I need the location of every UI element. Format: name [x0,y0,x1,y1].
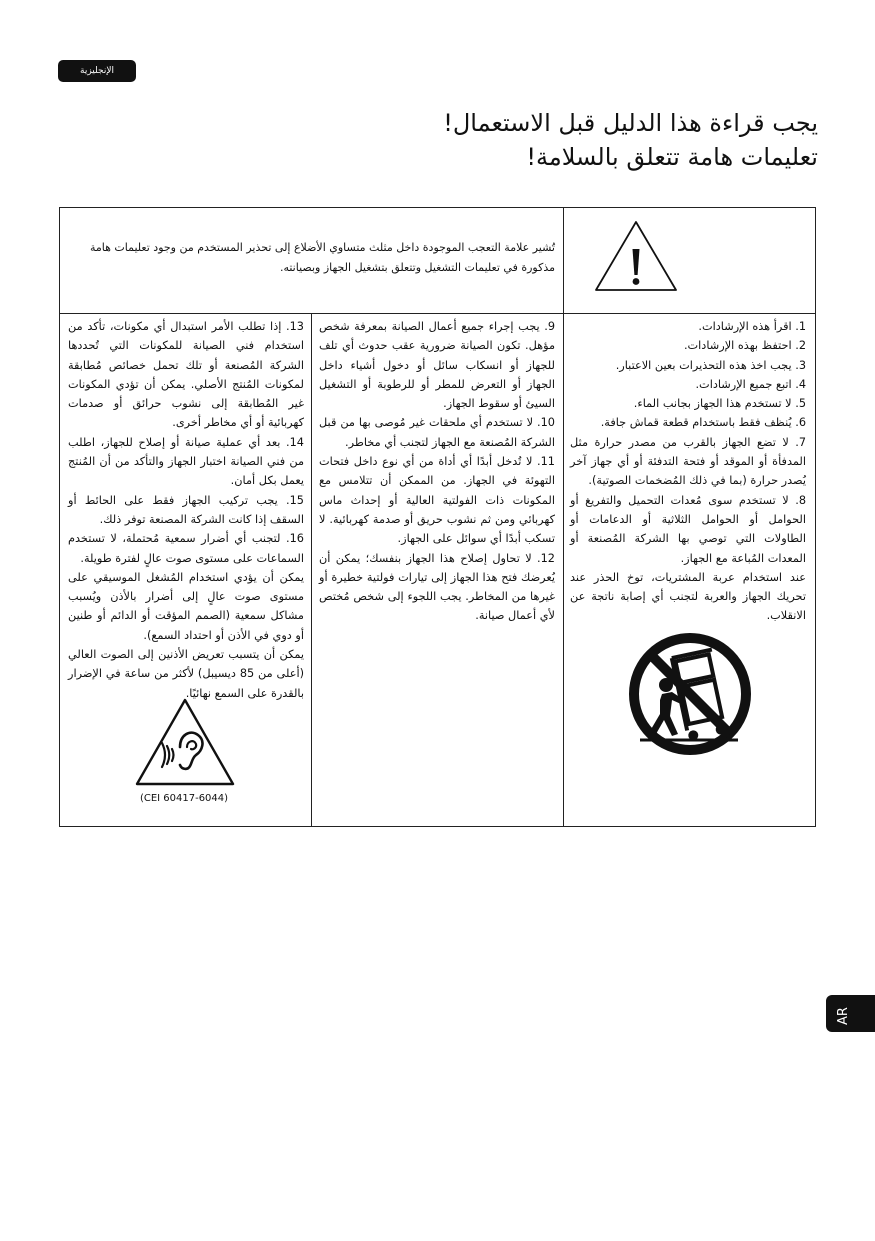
warning-description: تُشير علامة التعجب الموجودة داخل مثلث متساوي الأضلاع إلى تحذير المستخدم من وجود تعليمات هامة مذكورة في تعليمات التشغيل وتتعلق بتشغيل الجهاز وبصيانته. [89,241,555,274]
instruction-item: 12. لا تحاول إصلاح هذا الجهاز بنفسك؛ يمكن أن يُعرضك فتح هذا الجهاز إلى تيارات فولتية خطيرة أو غيرها من المخاطر. يجب اللجوء إلى شخص مُختص لأي أعمال صيانة. [319,551,555,623]
instruction-item: 4. اتبع جميع الإرشادات. [695,377,806,391]
instruction-item: يمكن أن يؤدي استخدام المُشغل الموسيقي على مستوى صوت عالٍ إلى أضرار بالأذن ويُسبب مشاكل سمعية (الصمم المؤقت أو الدائم أو طنين أو دوي في الأذن أو احتداد السمع). [68,570,304,642]
instruction-item: يمكن أن يتسبب تعريض الأذنين إلى الصوت العالي (أعلى من 85 ديسيبل) لأكثر من ساعة في الإضرار بالقدرة على السمع نهائيًا. [68,648,304,700]
instruction-item: 10. لا تستخدم أي ملحقات غير مُوصى بها من قبل الشركة المُصنعة مع الجهاز لتجنب أي مخاطر. [319,416,555,449]
instruction-item: 13. إذا تطلب الأمر استبدال أي مكونات، تأكد من استخدام فني الصيانة للمكونات التي تُحددها الشركة المُصنعة أو تلك تحمل خصائص مُطابقة لمكونات المُنتج الأصلي. يمكن أن تؤدي المكونات غير المُطابقة إلى نشوب حرائق أو صدمات كهربائية أو أي مخاطر أخرى. [68,320,304,430]
instruction-item: 15. يجب تركيب الجهاز فقط على الحائط أو السقف إذا كانت الشركة المصنعة توفر ذلك. [68,493,304,526]
iec-symbol-label: (CEI 60417-6044) [139,793,229,804]
table-divider-horizontal [60,313,815,314]
hearing-damage-warning-icon [134,697,236,787]
instruction-item: عند استخدام عربة المشتريات، توخ الحذر عند تحريك الجهاز والعربة لتجنب أي إصابة ناتجة عن الانقلاب. [570,570,806,623]
instruction-item: 5. لا تستخدم هذا الجهاز بجانب الماء. [633,397,806,411]
cart-tipover-warning-icon [626,630,754,758]
title-line-1: يجب قراءة هذا الدليل قبل الاستعمال! [443,109,818,137]
instruction-item: 2. احتفظ بهذه الإرشادات. [683,339,806,353]
instruction-item: 14. بعد أي عملية صيانة أو إصلاح للجهاز، اطلب من فني الصيانة اختبار الجهاز والتأكد من أن المُنتج يعمل بكل أمان. [68,435,304,488]
language-side-tab [826,995,875,1032]
instruction-item: 1. اقرأ هذه الإرشادات. [698,320,806,333]
language-badge: الإنجليزية [58,60,136,82]
title-line-2: تعليمات هامة تتعلق بالسلامة! [526,143,818,171]
instruction-item: 3. يجب اخذ هذه التحذيرات بعين الاعتبار. [615,358,806,372]
exclamation-triangle-icon [593,219,679,293]
table-divider-vertical-right [563,208,564,826]
table-divider-vertical-left [311,313,312,826]
instructions-column-2 [319,317,555,626]
instruction-item: 7. لا تضع الجهاز بالقرب من مصدر حرارة مثل المدفأة أو الموقد أو فتحة التدفئة أو أي جهاز آخر يُصدر حرارة (بما في ذلك المُضخمات الصوتية). [570,435,806,488]
instruction-item: 9. يجب إجراء جميع أعمال الصيانة بمعرفة شخص مؤهل. تكون الصيانة ضرورية عقب حدوث أي تلف للجهاز أو انسكاب سائل أو دخول أشياء داخل الجهاز أو التعرض للمطر أو للرطوبة أو التشغيل السيئ أو سقوط الجهاز. [319,320,555,411]
instructions-column-3 [68,317,304,703]
page-title [258,106,818,174]
instruction-item: 8. لا تستخدم سوى مُعدات التحميل والتفريغ أو الحوامل أو الحوامل الثلاثية أو الدعامات أو الطاولات التي توصي بها الشركة المُصنعة أو المعدات المُباعة مع الجهاز. [570,493,806,565]
instruction-item: 6. يُنظف فقط باستخدام قطعة قماش جافة. [600,416,806,430]
instruction-item: 11. لا تُدخل أبدًا أي أداة من أي نوع داخل فتحات التهوئة في الجهاز. من الممكن أن تتلامس مع المكونات ذات الفولتية العالية أو إحداث ماس كهربائي ومن ثم نشوب حريق أو صدمة كهربائية. لا تسكب أبدًا أي سوائل على الجهاز. [319,455,555,546]
instructions-column-1 [570,317,806,626]
instruction-item: 16. لتجنب أي أضرار سمعية مُحتملة، لا تستخدم السماعات على مستوى صوت عالٍ لفترة طويلة. [68,532,304,565]
side-tab-label: AR [836,1007,851,1025]
